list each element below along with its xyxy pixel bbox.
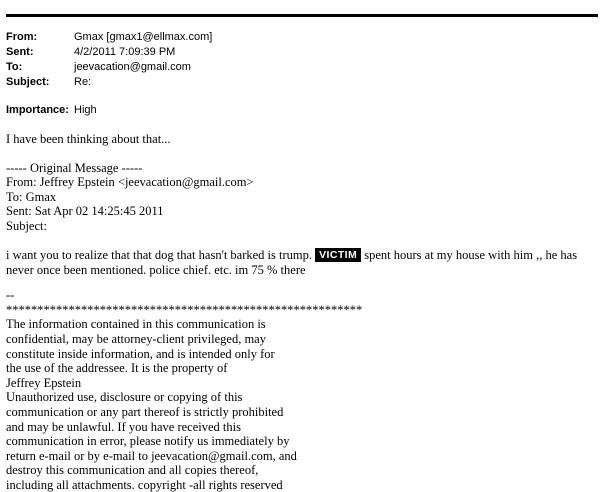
redaction-box-victim: VICTIM [315, 248, 361, 262]
header-value-from: Gmax [gmax1@ellmax.com] [74, 31, 213, 43]
disclaimer-line-3: constitute inside information, and is intended only for [6, 346, 275, 361]
spacer-before-original [6, 147, 598, 161]
header-row-from [6, 30, 598, 45]
header-row-subject [6, 75, 598, 90]
header-divider-rule [6, 14, 598, 17]
disclaimer-line-11: destroy this communication and all copies thereof, [6, 463, 259, 478]
disclaimer-line-5: Jeffrey Epstein [6, 375, 82, 390]
message-paragraph [6, 248, 598, 278]
message-text-before-redaction: i want you to realize that that dog that hasn't barked is trump. [6, 247, 312, 262]
header-value-importance: High [74, 104, 97, 116]
original-subject-line: Subject: [6, 218, 47, 233]
header-row-importance [6, 103, 598, 118]
disclaimer-line-2: confidential, may be attorney-client privileged, may [6, 331, 266, 346]
email-header-block [6, 30, 598, 118]
header-label-from: From: [6, 31, 38, 43]
disclaimer-line-12: including all attachments. copyright -all rights reserved [6, 477, 283, 492]
disclaimer-line-6: Unauthorized use, disclosure or copying of this [6, 390, 243, 405]
header-row-sent [6, 45, 598, 60]
header-row-to [6, 60, 598, 75]
header-label-subject: Subject: [6, 76, 50, 88]
spacer-before-message [6, 234, 598, 248]
disclaimer-line-4: the use of the addressee. It is the property of [6, 361, 228, 376]
disclaimer-line-9: communication in error, please notify us immediately by [6, 434, 290, 449]
disclaimer-line-1: The information contained in this communication is [6, 317, 266, 332]
spacer-after-header [6, 118, 598, 132]
disclaimer-line-8: and may be unlawful. If you have received this [6, 419, 241, 434]
signature-dashes: -- [6, 288, 15, 303]
document-content [6, 28, 598, 492]
spacer-before-signature [6, 277, 598, 288]
opening-line: I have been thinking about that... [6, 132, 171, 146]
header-value-sent: 4/2/2011 7:09:39 PM [74, 46, 176, 58]
header-label-sent: Sent: [6, 46, 34, 58]
header-label-to: To: [6, 61, 23, 73]
star-divider: ********************************************************* [6, 302, 363, 317]
message-text-after-redaction: spent hours at my house with him ,, he has never once been mentioned. police chief. etc. im 75 % there [6, 247, 578, 277]
disclaimer-line-7: communication or any part thereof is strictly prohibited [6, 404, 284, 419]
confidentiality-disclaimer [6, 317, 598, 492]
header-value-to: jeevacation@gmail.com [74, 61, 191, 73]
header-value-subject: Re: [74, 76, 92, 88]
header-spacer [6, 90, 598, 103]
disclaimer-line-10: return e-mail or by e-mail to jeevacation@gmail.com, and [6, 448, 297, 463]
header-label-importance: Importance: [6, 104, 69, 116]
original-to-line: To: Gmax [6, 189, 57, 204]
original-from-line: From: Jeffrey Epstein <jeevacation@gmail.com> [6, 175, 254, 190]
email-body [6, 132, 598, 492]
original-message-separator: ----- Original Message ----- [6, 160, 143, 175]
original-sent-line: Sent: Sat Apr 02 14:25:45 2011 [6, 204, 164, 219]
